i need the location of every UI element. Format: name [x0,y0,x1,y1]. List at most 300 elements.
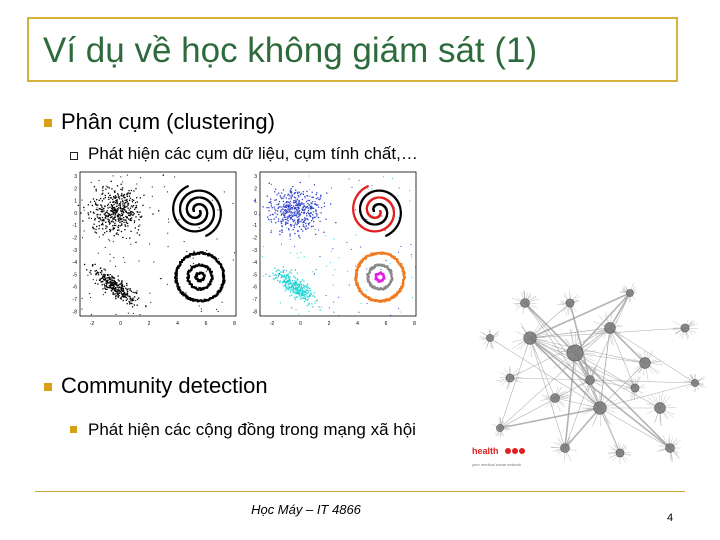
scatter-point [301,288,302,289]
scatter-point [113,229,114,230]
scatter-point [100,272,101,273]
scatter-point [281,214,282,215]
scatter-point [92,205,93,206]
scatter-point [324,202,325,203]
scatter-point [291,194,292,195]
bullet-community-detection: Community detection [61,373,268,398]
scatter-point [123,211,124,212]
x-tick-label: 8 [413,321,416,326]
scatter-point [127,201,128,202]
scatter-point [105,269,106,270]
scatter-point [316,214,317,215]
scatter-point [274,208,275,209]
scatter-point [84,210,85,211]
scatter-point [132,206,133,207]
scatter-point [301,212,302,213]
scatter-point [288,280,289,281]
scatter-point [92,265,93,266]
scatter-point [294,233,295,234]
scatter-point [280,195,281,196]
y-tick-label: -5 [252,272,257,279]
scatter-point [296,215,297,216]
scatter-point [294,293,295,294]
scatter-point [112,218,113,219]
scatter-point [286,197,287,198]
scatter-point [122,187,123,188]
scatter-point [120,288,121,289]
scatter-point [92,227,93,228]
scatter-point [316,204,317,205]
scatter-point [282,221,283,222]
scatter-point [297,205,298,206]
scatter-point [312,217,313,218]
scatter-point [176,277,178,279]
scatter-point [113,204,114,205]
scatter-point [305,223,306,224]
scatter-point [108,193,109,194]
x-tick-label: 2 [147,321,151,326]
scatter-point [311,207,312,208]
scatter-point [95,232,96,233]
scatter-point [314,274,315,275]
network-edge [610,328,695,383]
scatter-point [309,215,310,216]
scatter-point [278,203,279,204]
scatter-point [124,209,125,210]
scatter-point [133,292,134,293]
scatter-point [178,219,179,220]
scatter-point [122,295,123,296]
scatter-point [131,220,132,221]
scatter-point [295,288,296,289]
scatter-point [293,282,294,283]
scatter-point [294,297,295,298]
scatter-point [93,279,94,280]
scatter-point [122,210,123,211]
scatter-point [222,302,223,303]
scatter-point [100,198,101,199]
scatter-point [308,287,309,288]
scatter-point [303,280,304,281]
scatter-point [279,231,280,232]
scatter-point [291,197,292,198]
scatter-point [297,217,298,218]
scatter-point [115,225,116,226]
scatter-point [132,201,133,202]
scatter-point [281,244,282,245]
scatter-point [167,284,168,285]
scatter-point [125,216,126,217]
scatter-point [129,290,130,291]
scatter-point [138,229,139,230]
scatter-point [266,207,267,208]
scatter-point [320,198,321,199]
scatter-point [105,195,106,196]
scatter-point [109,287,110,288]
scatter-point [303,221,304,222]
scatter-point [307,299,308,300]
logo-dot [519,448,525,454]
scatter-point [123,205,124,206]
scatter-point [298,293,299,294]
scatter-point [124,294,125,295]
scatter-point [308,291,309,292]
scatter-point [290,203,291,204]
scatter-point [126,222,127,223]
scatter-point [300,281,301,282]
scatter-point [292,207,293,208]
scatter-point [132,300,133,301]
scatter-point [117,210,118,211]
scatter-point [307,305,308,306]
scatter-point [276,277,277,278]
scatter-point [206,250,207,251]
scatter-point [267,196,268,197]
scatter-point [152,196,153,197]
y-tick-label: 3 [254,174,257,180]
scatter-point [94,219,95,220]
scatter-point [298,212,299,213]
scatter-point [99,180,100,181]
network-node [496,424,503,431]
scatter-point [201,311,202,312]
scatter-point [111,188,112,189]
scatter-point [111,282,112,283]
scatter-point [116,289,117,290]
scatter-point [278,208,279,209]
scatter-point [112,294,113,295]
scatter-point [325,219,326,220]
scatter-point [355,266,356,267]
scatter-point [287,223,288,224]
scatter-point [333,312,334,313]
scatter-point [129,212,130,213]
scatter-point [113,288,114,289]
scatter-point [116,206,117,207]
scatter-point [116,201,117,202]
scatter-point [140,197,141,198]
network-edge [610,328,645,363]
scatter-point [296,288,297,289]
scatter-point [263,246,264,247]
scatter-point [285,279,286,280]
scatter-point [128,301,129,302]
scatter-point [88,204,89,205]
scatter-point [111,288,112,289]
scatter-point [334,239,335,240]
scatter-point [333,302,334,303]
scatter-point [95,189,96,190]
scatter-point [315,234,316,235]
scatter-point [303,191,304,192]
scatter-point [104,286,105,287]
scatter-point [269,202,270,203]
scatter-point [300,214,301,215]
scatter-point [118,289,119,290]
scatter-point [93,212,94,213]
scatter-point [113,213,114,214]
scatter-point [294,208,295,209]
scatter-point [280,302,281,303]
scatter-point [124,293,125,294]
scatter-point [299,292,300,293]
scatter-point [290,283,291,284]
scatter-point [294,202,295,203]
scatter-point [281,209,282,210]
scatter-point [297,297,298,298]
scatter-point [111,216,112,217]
scatter-point [135,216,136,217]
scatter-point [104,284,105,285]
scatter-point [302,199,303,200]
scatter-point [331,251,332,252]
scatter-point [109,195,110,196]
scatter-point [287,281,288,282]
network-node [666,444,675,453]
scatter-point [126,297,127,298]
scatter-point [310,292,311,293]
scatter-point [338,297,339,298]
scatter-point [127,203,128,204]
scatter-point [386,260,387,261]
scatter-point [286,210,287,211]
page-number: 4 [667,512,674,524]
scatter-point [139,224,140,225]
scatter-point [277,210,278,211]
scatter-point [109,187,110,188]
title-box [27,17,678,82]
scatter-point [119,222,120,223]
scatter-point [133,190,134,191]
scatter-point [318,207,319,208]
scatter-point [122,211,123,212]
scatter-point [138,219,139,220]
scatter-point [310,290,311,291]
scatter-point [297,293,298,294]
scatter-point [298,257,299,258]
scatter-point [285,284,286,285]
scatter-point [84,230,85,231]
scatter-point [300,298,301,299]
scatter-point [398,308,399,309]
scatter-point [279,282,280,283]
scatter-point [91,218,92,219]
scatter-point [409,200,410,201]
scatter-point [276,199,277,200]
scatter-point [94,201,95,202]
scatter-point [122,208,123,209]
scatter-point [98,274,99,275]
scatter-point [121,223,122,224]
scatter-point [119,287,120,288]
scatter-point [91,314,92,315]
scatter-point [311,303,312,304]
scatter-point [292,289,293,290]
scatter-point [135,227,136,228]
scatter-point [119,198,120,199]
scatter-point [102,281,103,282]
scatter-point [300,221,301,222]
scatter-point [133,300,134,301]
scatter-point [199,227,200,228]
scatter-point [265,274,266,275]
scatter-point [129,214,130,215]
scatter-point [297,193,298,194]
scatter-point [115,195,116,196]
scatter-point [88,212,89,213]
scatter-point [118,297,119,298]
scatter-point [271,184,272,185]
scatter-point [360,303,361,304]
scatter-point [280,197,281,198]
scatter-point [93,198,94,199]
scatter-point [297,279,298,280]
scatter-point [97,216,98,217]
scatter-point [312,201,313,202]
scatter-point [288,198,289,199]
scatter-point [400,246,401,247]
scatter-point [382,275,384,277]
network-node [631,384,639,392]
scatter-point [280,271,281,272]
scatter-point [295,299,296,300]
scatter-point [305,290,306,291]
scatter-point [131,213,132,214]
scatter-point [122,203,123,204]
scatter-point [81,309,82,310]
scatter-point [103,210,104,211]
scatter-point [299,282,300,283]
scatter-point [298,314,299,315]
scatter-point [262,206,263,207]
scatter-point [326,192,327,193]
network-node [551,394,560,403]
scatter-point [105,197,106,198]
scatter-point [125,226,126,227]
scatter-point [300,203,301,204]
scatter-point [134,296,135,297]
y-tick-label: -8 [72,309,77,316]
scatter-point [283,280,284,281]
scatter-point [134,222,135,223]
scatter-point [120,206,121,207]
scatter-point [101,274,102,275]
scatter-point [271,230,272,231]
scatter-point [411,254,412,255]
scatter-point [396,295,398,297]
scatter-point [136,207,137,208]
scatter-point [294,246,295,247]
scatter-point [300,284,301,285]
scatter-point [313,208,314,209]
clustering-plot-colored [246,168,422,326]
scatter-point [306,215,307,216]
scatter-point [302,292,303,293]
scatter-point [122,291,123,292]
scatter-point [104,275,105,276]
scatter-point [281,225,282,226]
scatter-point [212,200,213,201]
scatter-point [398,217,399,218]
scatter-point [299,284,300,285]
bullet-clustering: Phân cụm (clustering) [61,109,275,134]
x-tick-label: 8 [233,321,236,326]
scatter-point [87,275,88,276]
scatter-point [282,218,283,219]
scatter-point [122,201,123,202]
scatter-point [298,196,299,197]
scatter-point [311,294,312,295]
scatter-point [167,233,168,234]
scatter-point [289,295,290,296]
scatter-point [102,224,103,225]
x-tick-label: 6 [204,321,208,326]
scatter-point [306,295,307,296]
scatter-point [107,207,108,208]
scatter-point [134,304,135,305]
scatter-point [89,272,90,273]
scatter-point [108,287,109,288]
scatter-point [138,297,139,298]
scatter-point [126,283,127,284]
scatter-point [108,221,109,222]
scatter-point [288,206,289,207]
scatter-point [111,197,112,198]
scatter-point [269,276,270,277]
y-tick-label: -6 [72,284,77,291]
scatter-point [276,204,277,205]
scatter-point [113,283,114,284]
scatter-point [294,197,295,198]
scatter-point [120,225,121,226]
scatter-point [149,207,150,208]
scatter-point [291,272,292,273]
scatter-point [279,234,280,235]
scatter-point [110,202,111,203]
scatter-point [285,222,286,223]
scatter-point [110,210,111,211]
scatter-point [294,227,295,228]
scatter-point [117,209,118,210]
scatter-point [107,212,108,213]
scatter-point [110,279,111,280]
scatter-point [90,211,91,212]
scatter-point [138,226,139,227]
scatter-point [304,226,305,227]
scatter-point [90,270,91,271]
scatter-point [412,297,413,298]
scatter-point [277,269,278,270]
scatter-point [145,306,146,307]
scatter-point [292,219,293,220]
scatter-point [125,288,126,289]
scatter-point [123,219,124,220]
scatter-point [294,211,295,212]
scatter-point [309,296,310,297]
scatter-point [285,281,286,282]
scatter-point [308,205,309,206]
scatter-point [115,266,116,267]
scatter-point [262,256,263,257]
scatter-point [119,280,120,281]
scatter-point [117,215,118,216]
scatter-point [135,300,136,301]
scatter-point [111,208,112,209]
sub-bullet-marker-2 [70,426,77,433]
scatter-point [95,270,96,271]
scatter-point [311,226,312,227]
scatter-point [278,221,279,222]
